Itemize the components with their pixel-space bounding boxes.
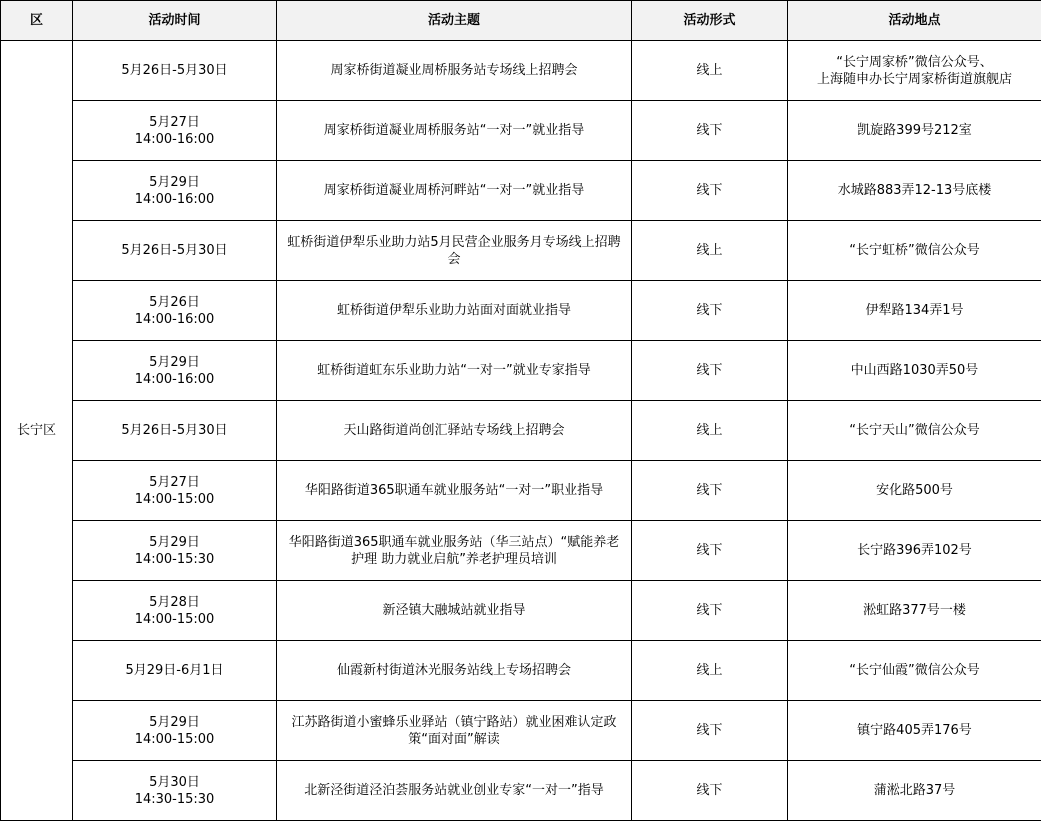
table-row [1, 461, 1041, 521]
topic-cell: 天山路街道尚创汇驿站专场线上招聘会 [277, 401, 632, 461]
table-row [1, 41, 1041, 101]
location-cell [788, 641, 1041, 701]
table-row [1, 521, 1041, 581]
time-cell-line: 14:00-16:00 [135, 372, 215, 387]
location-cell [788, 401, 1041, 461]
location-cell [788, 341, 1041, 401]
location-cell [788, 221, 1041, 281]
table-row [1, 101, 1041, 161]
table-header-row [1, 1, 1041, 41]
format-cell: 线下 [632, 761, 788, 821]
location-cell [788, 461, 1041, 521]
topic-cell: 周家桥街道凝业周桥服务站“一对一”就业指导 [277, 101, 632, 161]
location-cell-line: 蒲淞北路37号 [874, 783, 956, 798]
location-cell [788, 101, 1041, 161]
time-cell-line: 5月29日 [149, 175, 200, 190]
time-cell [73, 641, 277, 701]
table-row [1, 581, 1041, 641]
location-cell [788, 581, 1041, 641]
header-time: 活动时间 [73, 1, 277, 41]
time-cell-line: 14:00-15:00 [135, 612, 215, 627]
time-cell-line: 14:00-15:00 [135, 732, 215, 747]
table-row [1, 281, 1041, 341]
time-cell [73, 101, 277, 161]
table-body [1, 41, 1041, 821]
time-cell [73, 221, 277, 281]
table-row [1, 161, 1041, 221]
location-cell-line: 伊犁路134弄1号 [865, 303, 963, 318]
district-cell: 长宁区 [1, 41, 73, 821]
time-cell [73, 701, 277, 761]
table-row [1, 701, 1041, 761]
time-cell [73, 581, 277, 641]
location-cell-line: “长宁周家桥”微信公众号、 [836, 55, 992, 70]
time-cell-line: 5月26日-5月30日 [121, 423, 227, 438]
format-cell: 线下 [632, 281, 788, 341]
time-cell-line: 5月28日 [149, 595, 200, 610]
time-cell-line: 5月29日-6月1日 [125, 663, 223, 678]
format-cell: 线上 [632, 641, 788, 701]
format-cell: 线上 [632, 401, 788, 461]
time-cell [73, 761, 277, 821]
format-cell: 线下 [632, 461, 788, 521]
location-cell-line: “长宁天山”微信公众号 [849, 423, 979, 438]
table-row [1, 341, 1041, 401]
topic-cell: 江苏路街道小蜜蜂乐业驿站（镇宁路站）就业困难认定政策“面对面”解读 [277, 701, 632, 761]
topic-cell: 周家桥街道凝业周桥服务站专场线上招聘会 [277, 41, 632, 101]
time-cell-line: 14:00-16:00 [135, 312, 215, 327]
format-cell: 线下 [632, 701, 788, 761]
location-cell-line: 中山西路1030弄50号 [851, 363, 979, 378]
location-cell-line: “长宁仙霞”微信公众号 [849, 663, 979, 678]
time-cell [73, 521, 277, 581]
time-cell-line: 5月26日-5月30日 [121, 243, 227, 258]
header-format: 活动形式 [632, 1, 788, 41]
time-cell-line: 5月26日-5月30日 [121, 63, 227, 78]
format-cell: 线下 [632, 161, 788, 221]
time-cell-line: 5月27日 [149, 115, 200, 130]
header-topic: 活动主题 [277, 1, 632, 41]
table-row [1, 221, 1041, 281]
topic-cell: 周家桥街道凝业周桥河畔站“一对一”就业指导 [277, 161, 632, 221]
time-cell-line: 5月26日 [149, 295, 200, 310]
format-cell: 线下 [632, 341, 788, 401]
time-cell-line: 5月27日 [149, 475, 200, 490]
location-cell-line: 水城路883弄12-13号底楼 [838, 183, 992, 198]
time-cell-line: 14:00-15:00 [135, 492, 215, 507]
header-district: 区 [1, 1, 73, 41]
time-cell-line: 5月29日 [149, 355, 200, 370]
time-cell-line: 5月29日 [149, 715, 200, 730]
time-cell [73, 341, 277, 401]
time-cell [73, 401, 277, 461]
time-cell [73, 281, 277, 341]
format-cell: 线下 [632, 581, 788, 641]
location-cell [788, 521, 1041, 581]
time-cell [73, 461, 277, 521]
table-row [1, 401, 1041, 461]
topic-cell: 北新泾街道泾泊荟服务站就业创业专家“一对一”指导 [277, 761, 632, 821]
location-cell-line: “长宁虹桥”微信公众号 [849, 243, 979, 258]
header-location: 活动地点 [788, 1, 1041, 41]
topic-cell: 华阳路街道365职通车就业服务站（华三站点）“赋能养老护理 助力就业启航”养老护理员培训 [277, 521, 632, 581]
location-cell [788, 281, 1041, 341]
format-cell: 线下 [632, 521, 788, 581]
table-row [1, 761, 1041, 821]
time-cell-line: 14:00-15:30 [135, 552, 215, 567]
time-cell-line: 14:00-16:00 [135, 192, 215, 207]
topic-cell: 新泾镇大融城站就业指导 [277, 581, 632, 641]
location-cell-line: 淞虹路377号一楼 [863, 603, 966, 618]
table-row [1, 641, 1041, 701]
location-cell [788, 761, 1041, 821]
topic-cell: 虹桥街道伊犁乐业助力站5月民营企业服务月专场线上招聘会 [277, 221, 632, 281]
format-cell: 线下 [632, 101, 788, 161]
location-cell [788, 41, 1041, 101]
topic-cell: 华阳路街道365职通车就业服务站“一对一”职业指导 [277, 461, 632, 521]
format-cell: 线上 [632, 221, 788, 281]
topic-cell: 仙霞新村街道沐光服务站线上专场招聘会 [277, 641, 632, 701]
time-cell-line: 5月30日 [149, 775, 200, 790]
location-cell-line: 长宁路396弄102号 [857, 543, 972, 558]
location-cell [788, 161, 1041, 221]
time-cell [73, 41, 277, 101]
time-cell [73, 161, 277, 221]
location-cell-line: 凯旋路399号212室 [857, 123, 972, 138]
topic-cell: 虹桥街道虹东乐业助力站“一对一”就业专家指导 [277, 341, 632, 401]
location-cell-line: 安化路500号 [876, 483, 953, 498]
format-cell: 线上 [632, 41, 788, 101]
time-cell-line: 14:00-16:00 [135, 132, 215, 147]
time-cell-line: 5月29日 [149, 535, 200, 550]
topic-cell: 虹桥街道伊犁乐业助力站面对面就业指导 [277, 281, 632, 341]
location-cell [788, 701, 1041, 761]
location-cell-line: 上海随申办长宁周家桥街道旗舰店 [817, 72, 1012, 87]
time-cell-line: 14:30-15:30 [135, 792, 215, 807]
location-cell-line: 镇宁路405弄176号 [857, 723, 972, 738]
